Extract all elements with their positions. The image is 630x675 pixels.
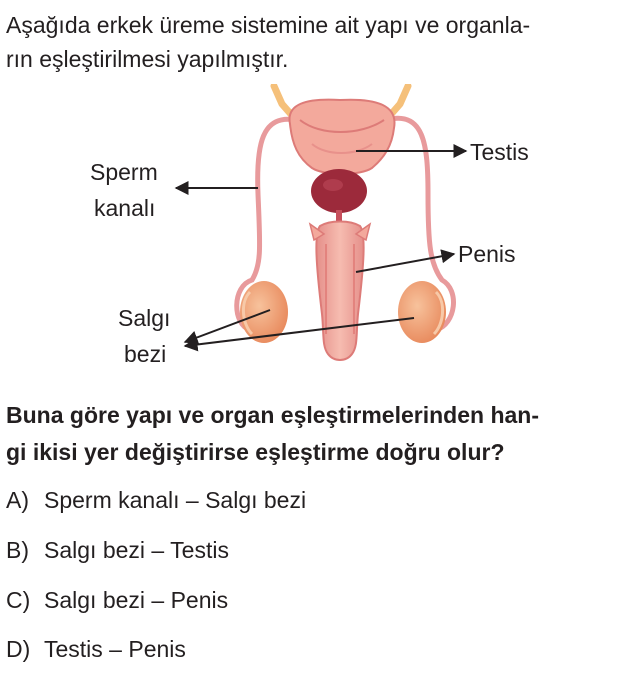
question-intro <box>6 8 626 76</box>
label-salgi-line-2: bezi <box>124 341 167 367</box>
question-text <box>6 397 626 471</box>
penis <box>316 222 363 361</box>
label-penis: Penis <box>458 241 516 267</box>
intro-line-1: Aşağıda erkek üreme sistemine ait yapı ve organla- <box>6 12 531 38</box>
question-line-2: gi ikisi yer değiştirirse eşleştirme doğru olur? <box>6 439 505 465</box>
option-d-text: Testis – Penis <box>44 636 186 662</box>
option-a[interactable] <box>6 486 306 514</box>
reproductive-system-figure <box>0 84 630 384</box>
option-c[interactable] <box>6 586 228 614</box>
option-c-text: Salgı bezi – Penis <box>44 587 229 613</box>
option-a-letter: A) <box>6 487 29 513</box>
label-sperm-line-2: kanalı <box>94 195 156 221</box>
option-b[interactable] <box>6 536 229 564</box>
arrow-salgi-right <box>185 318 414 346</box>
intro-line-2: rın eşleştirilmesi yapılmıştır. <box>6 46 289 72</box>
anatomy-illustration <box>0 84 630 384</box>
upper-gland <box>289 100 394 174</box>
option-d-letter: D) <box>6 636 31 662</box>
label-salgi-line-1: Salgı <box>118 305 171 331</box>
label-testis: Testis <box>470 139 529 165</box>
label-sperm-line-1: Sperm <box>90 159 158 185</box>
prostate <box>311 169 367 213</box>
option-c-letter: C) <box>6 587 31 613</box>
option-b-letter: B) <box>6 537 29 563</box>
right-testis <box>398 281 446 343</box>
question-line-1: Buna göre yapı ve organ eşleştirmelerinden han- <box>6 402 539 428</box>
option-b-text: Salgı bezi – Testis <box>44 537 229 563</box>
arrow-penis <box>356 254 454 272</box>
option-a-text: Sperm kanalı – Salgı bezi <box>44 487 307 513</box>
option-d[interactable] <box>6 635 186 663</box>
